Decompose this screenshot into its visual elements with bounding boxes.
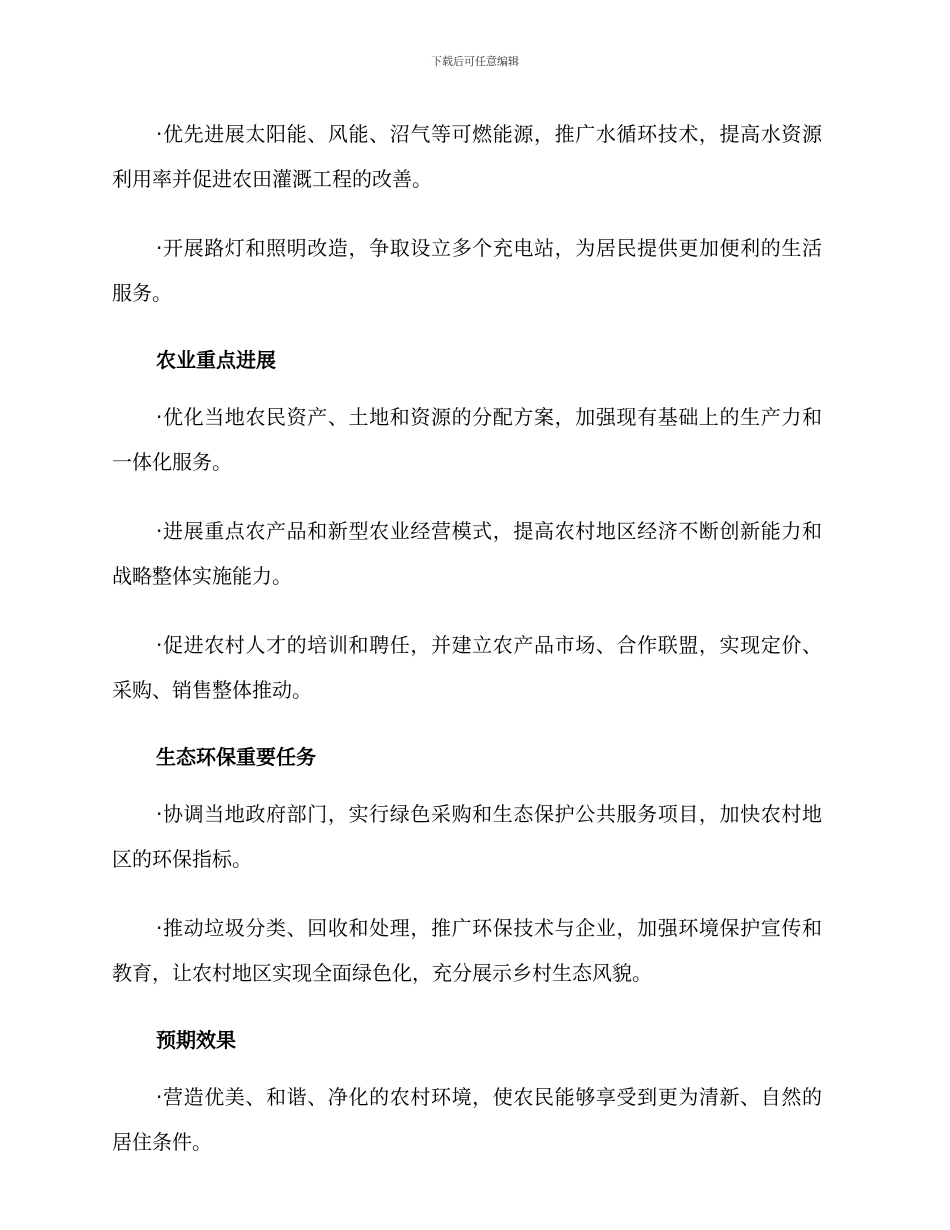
paragraph-living-environment: ·营造优美、和谐、净化的农村环境，使农民能够享受到更为清新、自然的居住条件。 [112, 1085, 822, 1154]
paragraph-talent-training: ·促进农村人才的培训和聘任，并建立农产品市场、合作联盟，实现定价、采购、销售整体推动。 [112, 633, 822, 702]
section-heading-ecology: 生态环保重要任务 [156, 745, 316, 769]
section-heading-agriculture: 农业重点进展 [156, 348, 276, 372]
paragraph-green-procurement: ·协调当地政府部门，实行绿色采购和生态保护公共服务项目，加快农村地区的环保指标。 [112, 802, 822, 871]
paragraph-resource-allocation: ·优化当地农民资产、土地和资源的分配方案，加强现有基础上的生产力和一体化服务。 [112, 405, 822, 474]
paragraph-agri-business-model: ·进展重点农产品和新型农业经营模式，提高农村地区经济不断创新能力和战略整体实施能力。 [112, 519, 822, 588]
paragraph-waste-sorting: ·推动垃圾分类、回收和处理，推广环保技术与企业，加强环境保护宣传和教育，让农村地区实现全面绿色化，充分展示乡村生态风貌。 [112, 916, 822, 985]
paragraph-renewable-energy: ·优先进展太阳能、风能、沼气等可燃能源，推广水循环技术，提高水资源利用率并促进农田灌溉工程的改善。 [112, 122, 822, 191]
page-header: 下载后可任意编辑 [431, 55, 519, 68]
paragraph-street-lighting: ·开展路灯和照明改造，争取设立多个充电站，为居民提供更加便利的生活服务。 [112, 236, 822, 305]
section-heading-expected-results: 预期效果 [156, 1028, 236, 1052]
document-body [112, 112, 822, 1189]
